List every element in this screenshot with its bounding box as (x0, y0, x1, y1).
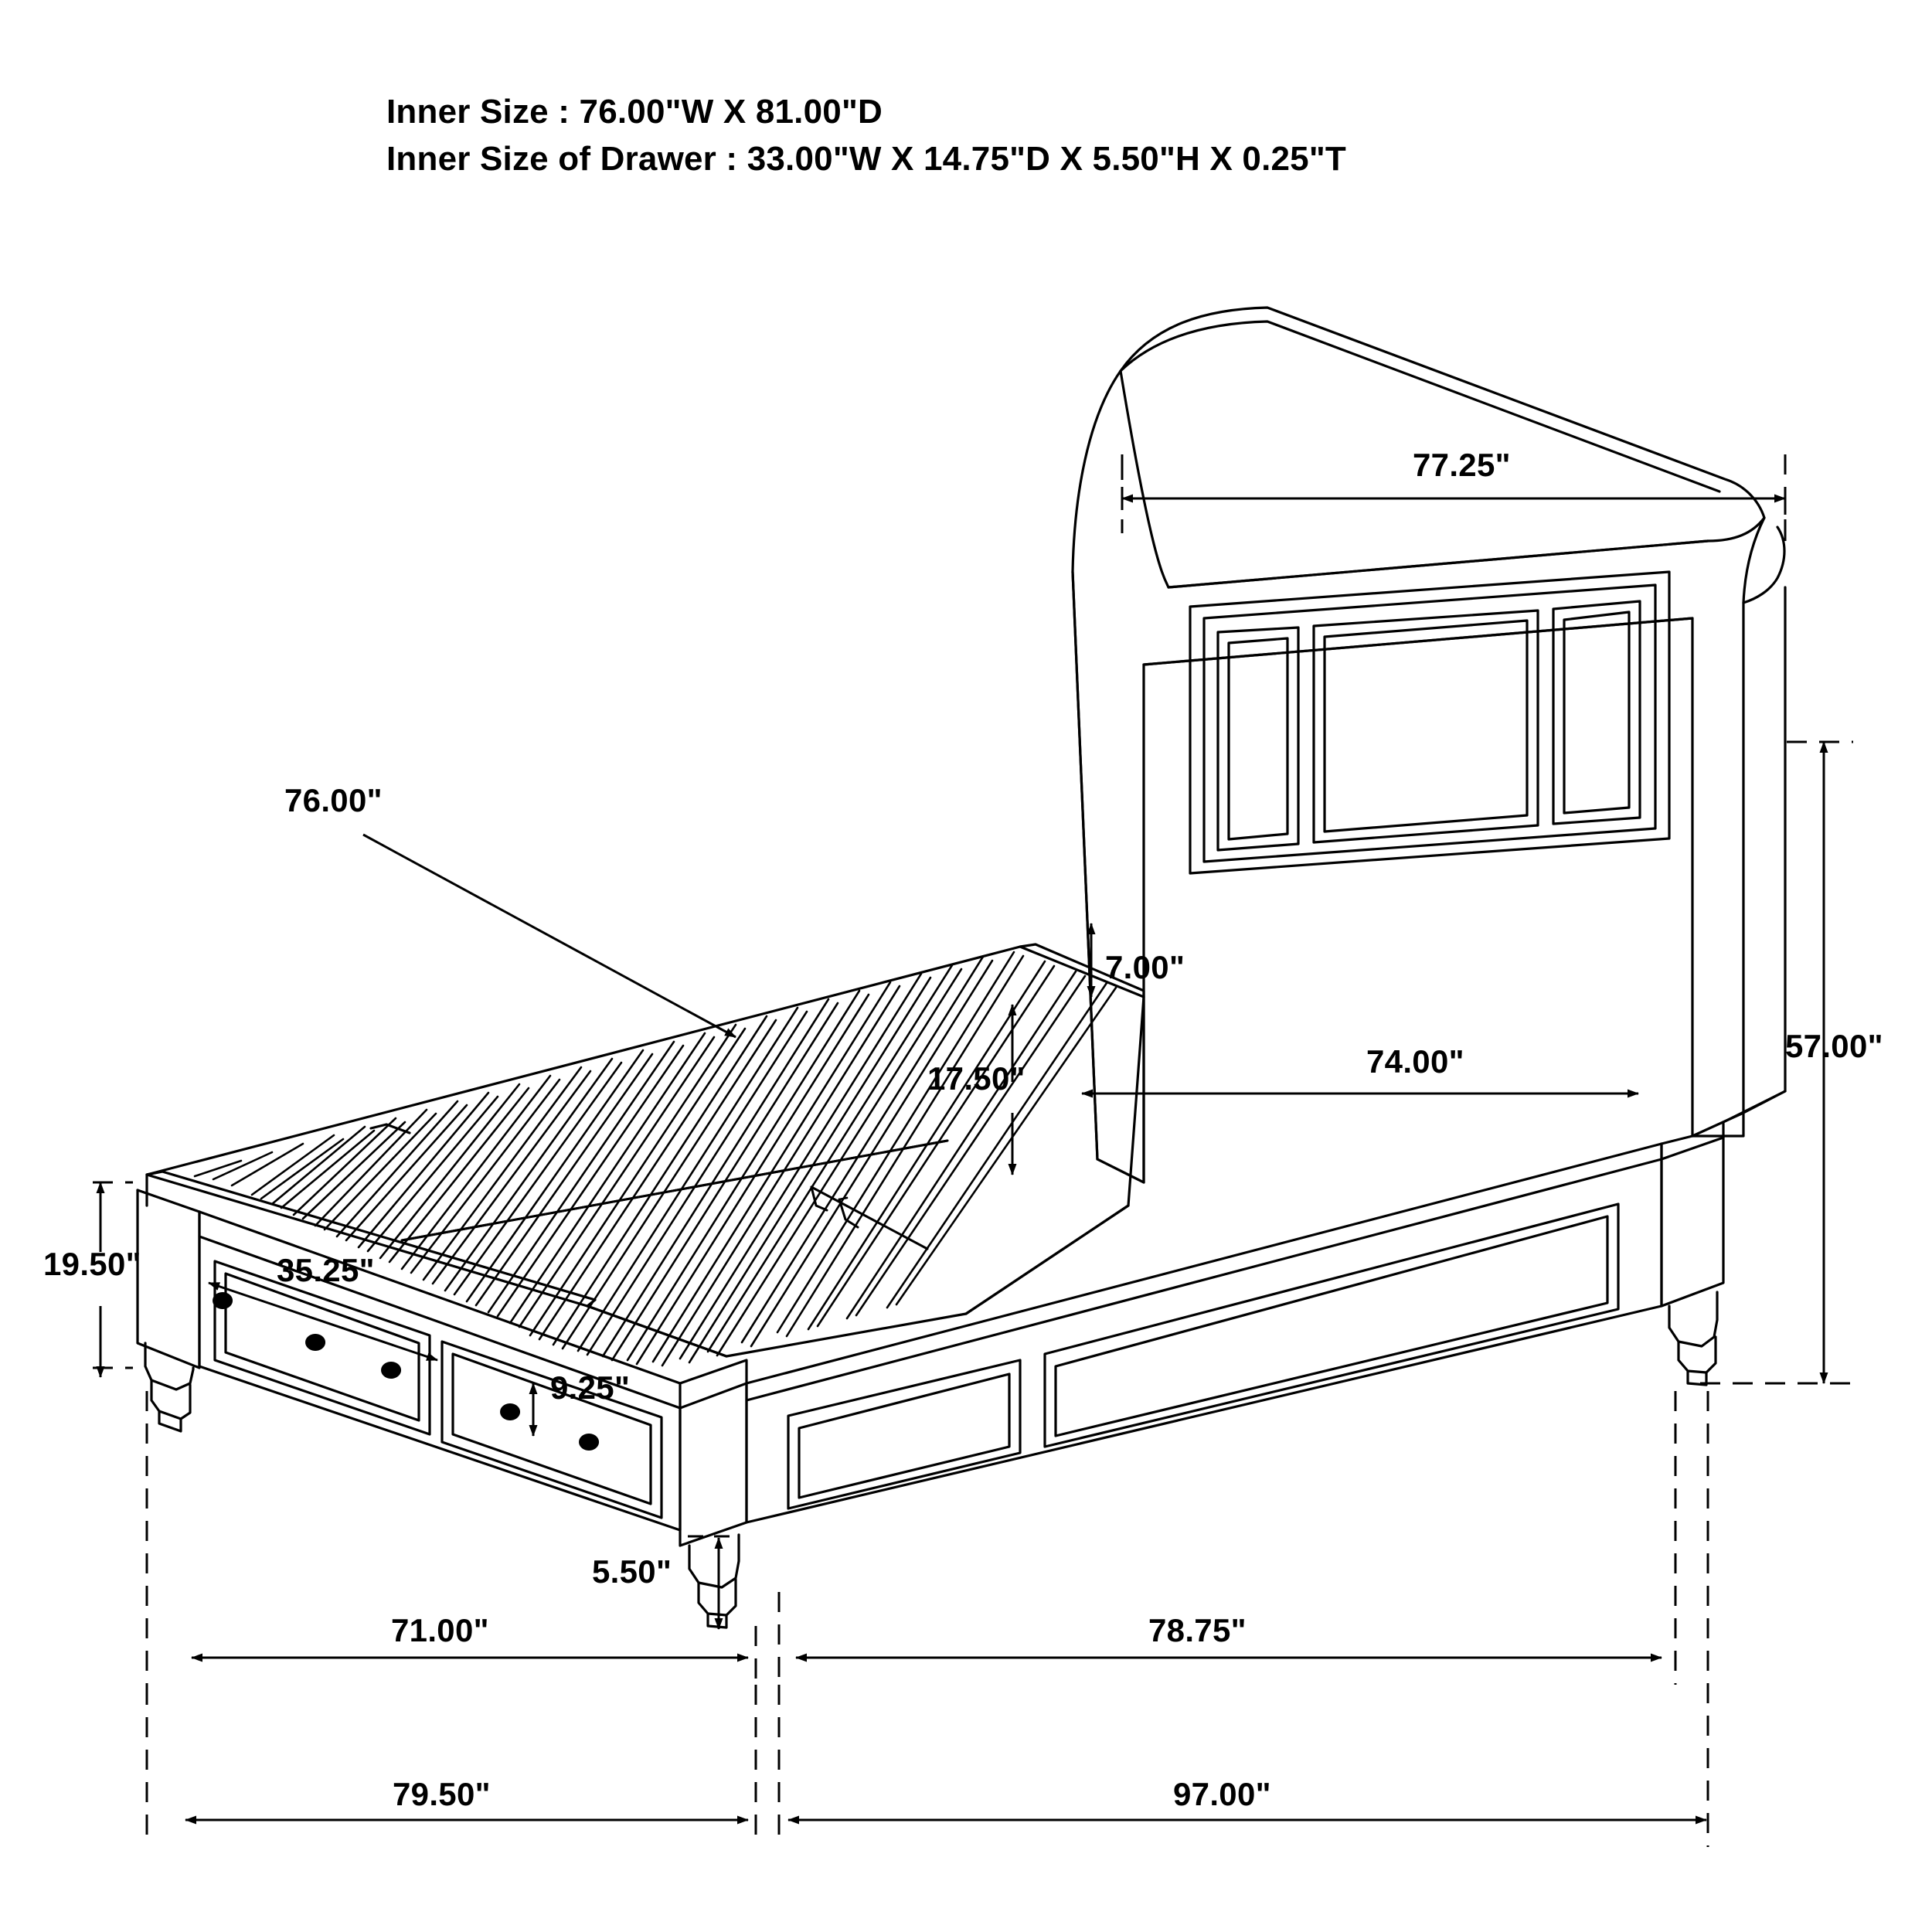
dim-footboard-rail-height: 19.50" (43, 1246, 141, 1282)
spec-line-drawer-size: Inner Size of Drawer : 33.00"W X 14.75"D X 5.50"H X 0.25"T (386, 139, 1346, 178)
dim-overall-length: 97.00" (1173, 1776, 1271, 1812)
dim-drawer-front-height: 9.25" (550, 1369, 631, 1406)
dim-footboard-outer-width: 71.00" (391, 1612, 489, 1648)
dim-drawer-front-width: 35.25" (277, 1252, 375, 1288)
dim-headboard-panel-drop: 7.00" (1105, 949, 1185, 985)
dim-headboard-width: 77.25" (1413, 447, 1511, 483)
dim-deck-height: 17.50" (927, 1060, 1026, 1097)
dim-headboard-height: 57.00" (1785, 1028, 1883, 1064)
dim-overall-width: 79.50" (393, 1776, 491, 1812)
dim-side-rail-length: 78.75" (1148, 1612, 1247, 1648)
dim-rail-inner-length: 74.00" (1366, 1043, 1464, 1080)
spec-line-inner-size: Inner Size : 76.00"W X 81.00"D (386, 93, 883, 131)
dim-foot-height: 5.50" (592, 1553, 672, 1590)
dim-slat-deck-width: 76.00" (284, 782, 383, 818)
